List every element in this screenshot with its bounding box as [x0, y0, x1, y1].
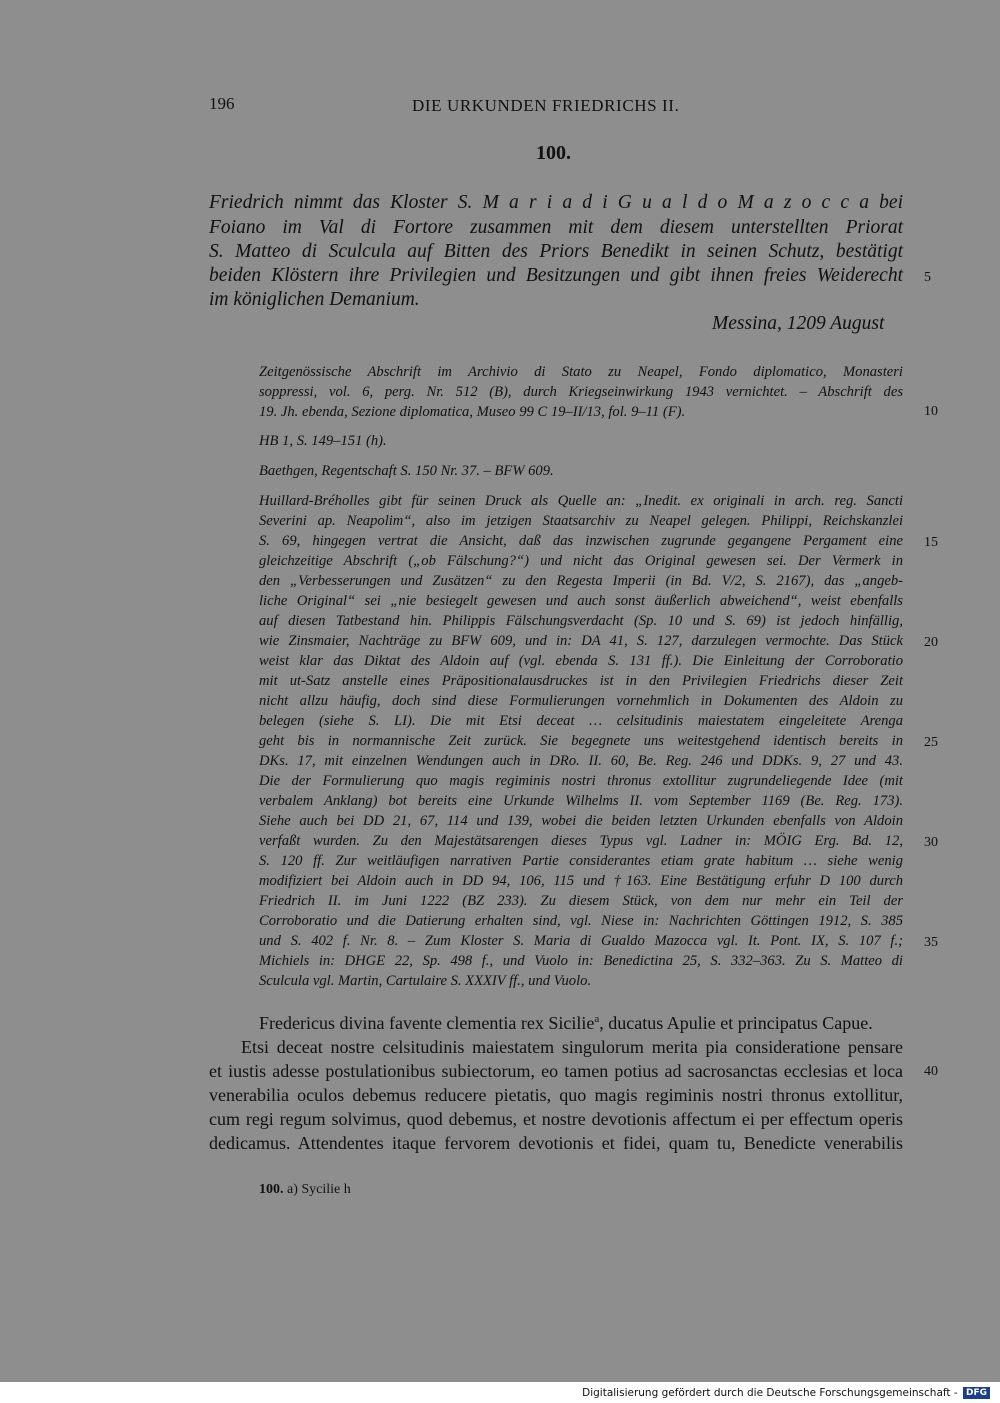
apparatus-line: Die der Formulierung quo magis regiminis nostri thronus extollitur zugrundeliegende Idee (mit: [259, 773, 903, 789]
apparatus-line: wie Zinsmaier, Nachträge zu BFW 609, und in: DA 41, S. 127, darzulegen vermochte. Das Stück: [259, 633, 903, 649]
apparatus-line: S. 69, hingegen vertrat die Ansicht, daß das inzwischen zugrunde gegangene Pergament eine: [259, 533, 903, 549]
apparatus-line: Corroboratio und die Datierung erhalten sind, vgl. Niese in: Nachrichten Göttingen 1912, S. 385: [259, 913, 903, 929]
intitulatio-part: Fredericus divina favente clementia rex Sicilie: [259, 1013, 595, 1033]
footnote-text: a) Sycilie h: [283, 1182, 351, 1197]
text-line: venerabilia oculos debemus reducere pietatis, quo magis regiminis nostri thronus extollitur,: [209, 1085, 903, 1105]
line-number: 20: [924, 635, 938, 650]
running-title: DIE URKUNDEN FRIEDRICHS II.: [412, 96, 680, 115]
apparatus-line: Zeitgenössische Abschrift im Archivio di Stato zu Neapel, Fondo diplomatico, Monasteri: [259, 364, 903, 380]
text-line: cum regi regum solvimus, quod debemus, et nostre devotionis affectum ei per effectum operis: [209, 1109, 903, 1129]
page-number: 196: [209, 94, 235, 113]
regest-line: Friedrich nimmt das Kloster S. M a r i a d i G u a l d o M a z o c c a bei: [209, 192, 903, 213]
document-number: 100.: [536, 142, 571, 164]
text-line: Etsi deceat nostre celsitudinis maiestatem singulorum merita pia consideratione pensare: [241, 1037, 903, 1057]
apparatus-line: geht bis in normannische Zeit zurück. Sie begegnete uns weitestgehend identisch bereits in: [259, 733, 903, 749]
line-number: 15: [924, 535, 938, 550]
apparatus-line: weist klar das Diktat des Aldoin auf (vgl. ebenda S. 131 ff.). Die Einleitung der Corroboratio: [259, 653, 903, 669]
footnote: [259, 1182, 351, 1198]
text-line: et iustis adesse postulationibus subiectorum, eo tamen potius ad sacrosanctas ecclesias et loca: [209, 1061, 903, 1081]
footnote-number: 100.: [259, 1182, 284, 1197]
apparatus-line: belegen (siehe S. LI). Die mit Etsi deceat … celsitudinis maiestatem eingeleitete Arenga: [259, 713, 903, 729]
dfg-logo: DFG: [963, 1387, 990, 1399]
apparatus-line: Michiels in: DHGE 22, Sp. 498 f., und Vuolo in: Benedictina 25, S. 332–363. Zu S. Matteo di: [259, 953, 903, 969]
intitulatio: [259, 1013, 873, 1034]
regest-line: im königlichen Demanium.: [209, 289, 420, 310]
apparatus-line: und S. 402 f. Nr. 8. – Zum Kloster S. Maria di Gualdo Mazocca vgl. It. Pont. IX, S. 107 f.;: [259, 933, 903, 949]
line-number: 5: [924, 270, 931, 285]
apparatus-line: 19. Jh. ebenda, Sezione diplomatica, Museo 99 C 19–II/13, fol. 9–11 (F).: [259, 404, 686, 420]
intitulatio-part: , ducatus Apulie et principatus Capue.: [599, 1013, 873, 1033]
apparatus-line: Huillard-Bréholles gibt für seinen Druck als Quelle an: „Inedit. ex originali in arch. reg. Sancti: [259, 493, 903, 509]
line-number: 40: [924, 1064, 938, 1079]
apparatus-line: Baethgen, Regentschaft S. 150 Nr. 37. – BFW 609.: [259, 463, 554, 479]
line-number: 25: [924, 735, 938, 750]
apparatus-line: mit ut-Satz anstelle eines Präpositionalausdruckes ist in den Privilegien Friedrichs dieser Zeit: [259, 673, 903, 689]
apparatus-line: Siehe auch bei DD 21, 67, 114 und 139, wobei die beiden letzten Urkunden ebenfalls von Aldoin: [259, 813, 903, 829]
apparatus-line: den „Verbesserungen und Zusätzen“ zu den Regesta Imperii (in Bd. V/2, S. 2167), das „angeb-: [259, 573, 903, 589]
footnote-mark: a: [594, 1013, 600, 1025]
apparatus-line: liche Original“ sei „nie besiegelt gewesen und auch sonst äußerlich abweichend“, weist ebenfalls: [259, 593, 903, 609]
line-number: 30: [924, 835, 938, 850]
apparatus-line: DKs. 17, mit einzelnen Wendungen auch in DRo. II. 60, Be. Reg. 246 und DDKs. 9, 27 und 43.: [259, 753, 903, 769]
credit-text: Digitalisierung gefördert durch die Deutsche Forschungsgemeinschaft -: [582, 1387, 958, 1399]
line-number: 35: [924, 935, 938, 950]
line-number: 10: [924, 404, 938, 419]
apparatus-line: Sculcula vgl. Martin, Cartulaire S. XXXIV ff., und Vuolo.: [259, 973, 592, 989]
place-date: Messina, 1209 August: [712, 313, 885, 334]
regest-line: beiden Klöstern ihre Privilegien und Besitzungen und gibt ihnen freies Weiderecht: [209, 265, 903, 286]
apparatus-line: nicht allzu häufig, doch sind diese Formulierungen vornehmlich in Dokumenten des Aldoin zu: [259, 693, 903, 709]
apparatus-line: verbalem Anklang) bot bereits eine Urkunde Wilhelms II. vom September 1169 (Be. Reg. 173).: [259, 793, 903, 809]
apparatus-line: soppressi, vol. 6, perg. Nr. 512 (B), durch Kriegseinwirkung 1943 vernichtet. – Abschrift des: [259, 384, 903, 400]
apparatus-line: modifiziert bei Aldoin auch in DD 94, 106, 115 und †163. Eine Bestätigung erfuhr D 100 durch: [259, 873, 903, 889]
regest-line: Foiano im Val di Fortore zusammen mit dem diesem unterstellten Priorat: [209, 217, 903, 238]
apparatus-line: auf diesen Tatbestand hin. Philippis Fälschungsverdacht (Sp. 10 und S. 69) ist jedoch hinfällig,: [259, 613, 903, 629]
text-line: dedicamus. Attendentes itaque fervorem devotionis et fidei, quam tu, Benedicte venerabilis: [209, 1133, 903, 1153]
apparatus-line: verfaßt wurden. Zu den Majestätsarengen dieses Typus vgl. Ladner in: MÖIG Erg. Bd. 12,: [259, 833, 903, 849]
apparatus-line: Friedrich II. im Juni 1222 (BZ 233). Zu diesem Stück, von dem nur mehr ein Teil der: [259, 893, 903, 909]
apparatus-line: S. 120 ff. Zur weitläufigen narrativen Partie considerantes etiam grate habitum … siehe wenig: [259, 853, 903, 869]
apparatus-line: Severini ap. Neapolim“, also im jetzigen Staatsarchiv zu Neapel gelegen. Philippi, Reichskanzlei: [259, 513, 903, 529]
apparatus-line: gleichzeitige Abschrift („ob Fälschung?“) und nicht das Original gewesen sei. Der Vermerk in: [259, 553, 903, 569]
regest-line: S. Matteo di Sculcula auf Bitten des Priors Benedikt in seinen Schutz, bestätigt: [209, 241, 903, 262]
apparatus-line: HB 1, S. 149–151 (h).: [259, 433, 387, 449]
funding-credit: [582, 1387, 990, 1399]
